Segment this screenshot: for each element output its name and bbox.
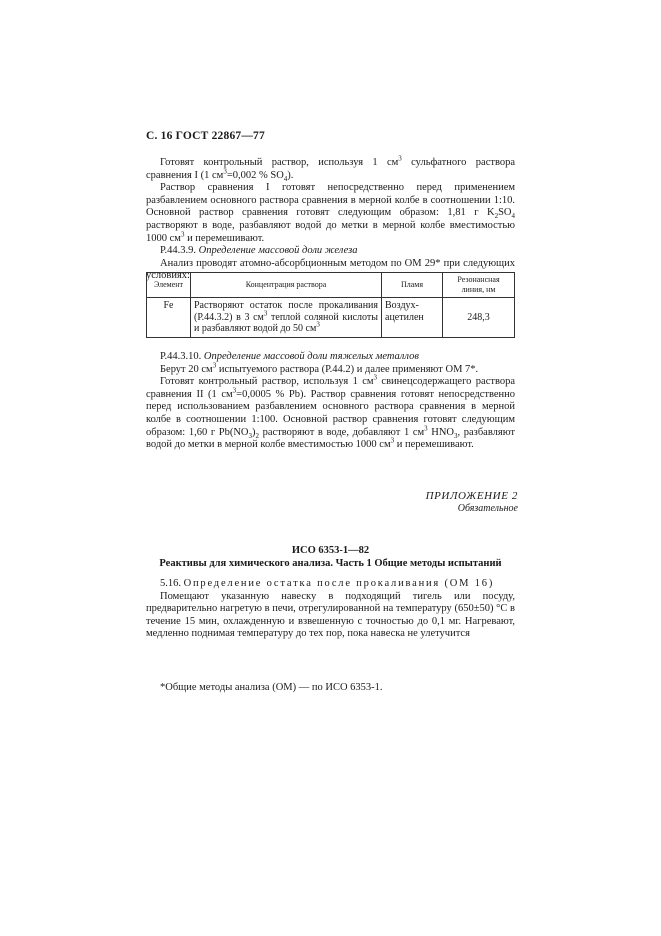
paragraph-analysis-method: Анализ проводят атомно-абсорбционным методом по ОМ 29* при следующих условиях:	[146, 257, 515, 282]
page-header: С. 16 ГОСТ 22867—77	[146, 130, 265, 142]
paragraph-reference-solution: Раствор сравнения I готовят непосредственно перед применением разбавлением основного раствора сравнения в мерной колбе в соотношении 1:10. Основной раствор сравнения готовят следующим образом: 1,81 г $K_2SO_4$ растворяют в воде, разбавляют водой до метки в мерной колбе вместимостью 1000 $см^3$ и перемешивают.	[146, 182, 515, 244]
table-header-cell: Концентрация раствора	[191, 273, 382, 298]
table-header-cell: Элемент	[147, 273, 191, 298]
text-block-3	[146, 578, 515, 641]
table-cell-resonance-line: 248,3	[443, 298, 515, 338]
appendix-title: ПРИЛОЖЕНИЕ 2	[425, 490, 518, 502]
paragraph-take-sample: Берут 20 $см^3$ испытуемого раствора (Р.44.2) и далее применяют ОМ 7*.	[160, 361, 479, 375]
footnote: *Общие методы анализа (ОМ) — по ИСО 6353-1.	[160, 682, 383, 693]
appendix-subtitle: Обязательное	[457, 502, 518, 514]
table-cell-concentration: Растворяют остаток после прокаливания (Р.44.3.2) в 3 $см^3$ теплой соляной кислоты и разбавляют водой до 50 $см^3$	[191, 298, 382, 338]
section-heading-heavy-metals: Р.44.3.10. Определение массовой доли тяжелых металлов	[160, 351, 419, 362]
section-heading-iron: Р.44.3.9. Определение массовой доли железа	[160, 245, 358, 257]
paragraph-residue-method: Помещают указанную навеску в подходящий тигель или посуду, предварительно нагретую в печи, отрегулированной на температуру (650±50) °С в течение 15 мин, охлажденную и взвешенную с точностью до 0,1 мг. Нагревают, медленно поднимая температуру до тех пор, пока навеска не улетучится	[146, 590, 515, 640]
iso-title: ИСО 6353-1—82	[291, 545, 370, 556]
appendix-label	[400, 490, 518, 515]
section-heading-residue: 5.16. Определение остатка после прокаливания (ОМ 16)	[160, 578, 495, 589]
table-cell-element: Fe	[147, 298, 191, 338]
conditions-table	[146, 272, 515, 338]
table-header-row	[147, 273, 515, 298]
table-row	[147, 298, 515, 338]
table-header-cell: Пламя	[382, 273, 443, 298]
paragraph-control-solution: Готовят контрольный раствор, используя 1 $см^3$ сульфатного раствора сравнения I (1 $см^3=0,002$ % $SO_4$).	[146, 154, 515, 183]
table-header-cell: Резонансная линия, нм	[443, 273, 515, 298]
text-block-2	[146, 351, 515, 452]
table-cell-flame: Воздух-ацетилен	[382, 298, 443, 338]
iso-subtitle: Реактивы для химического анализа. Часть 1 Общие методы испытаний	[159, 558, 502, 569]
text-block-1	[146, 154, 515, 283]
paragraph-lead-control: Готовят контрольный раствор, используя 1 $см^3$ свинецсодержащего раствора сравнения II (1 $см^3=0,0005$ % Pb). Раствор сравнения готовят непосредственно перед использованием разбавлением основного раствора сравнения в мерной колбе в соотношении 1:100. Основной раствор сравнения готовят следующим образом: 1,60 г $Pb(NO_3)_2$ растворяют в воде, добавляют 1 $см^3$ $HNO_3$, разбавляют водой до метки в мерной колбе вместимостью 1000 $см^3$ и перемешивают.	[146, 373, 516, 451]
